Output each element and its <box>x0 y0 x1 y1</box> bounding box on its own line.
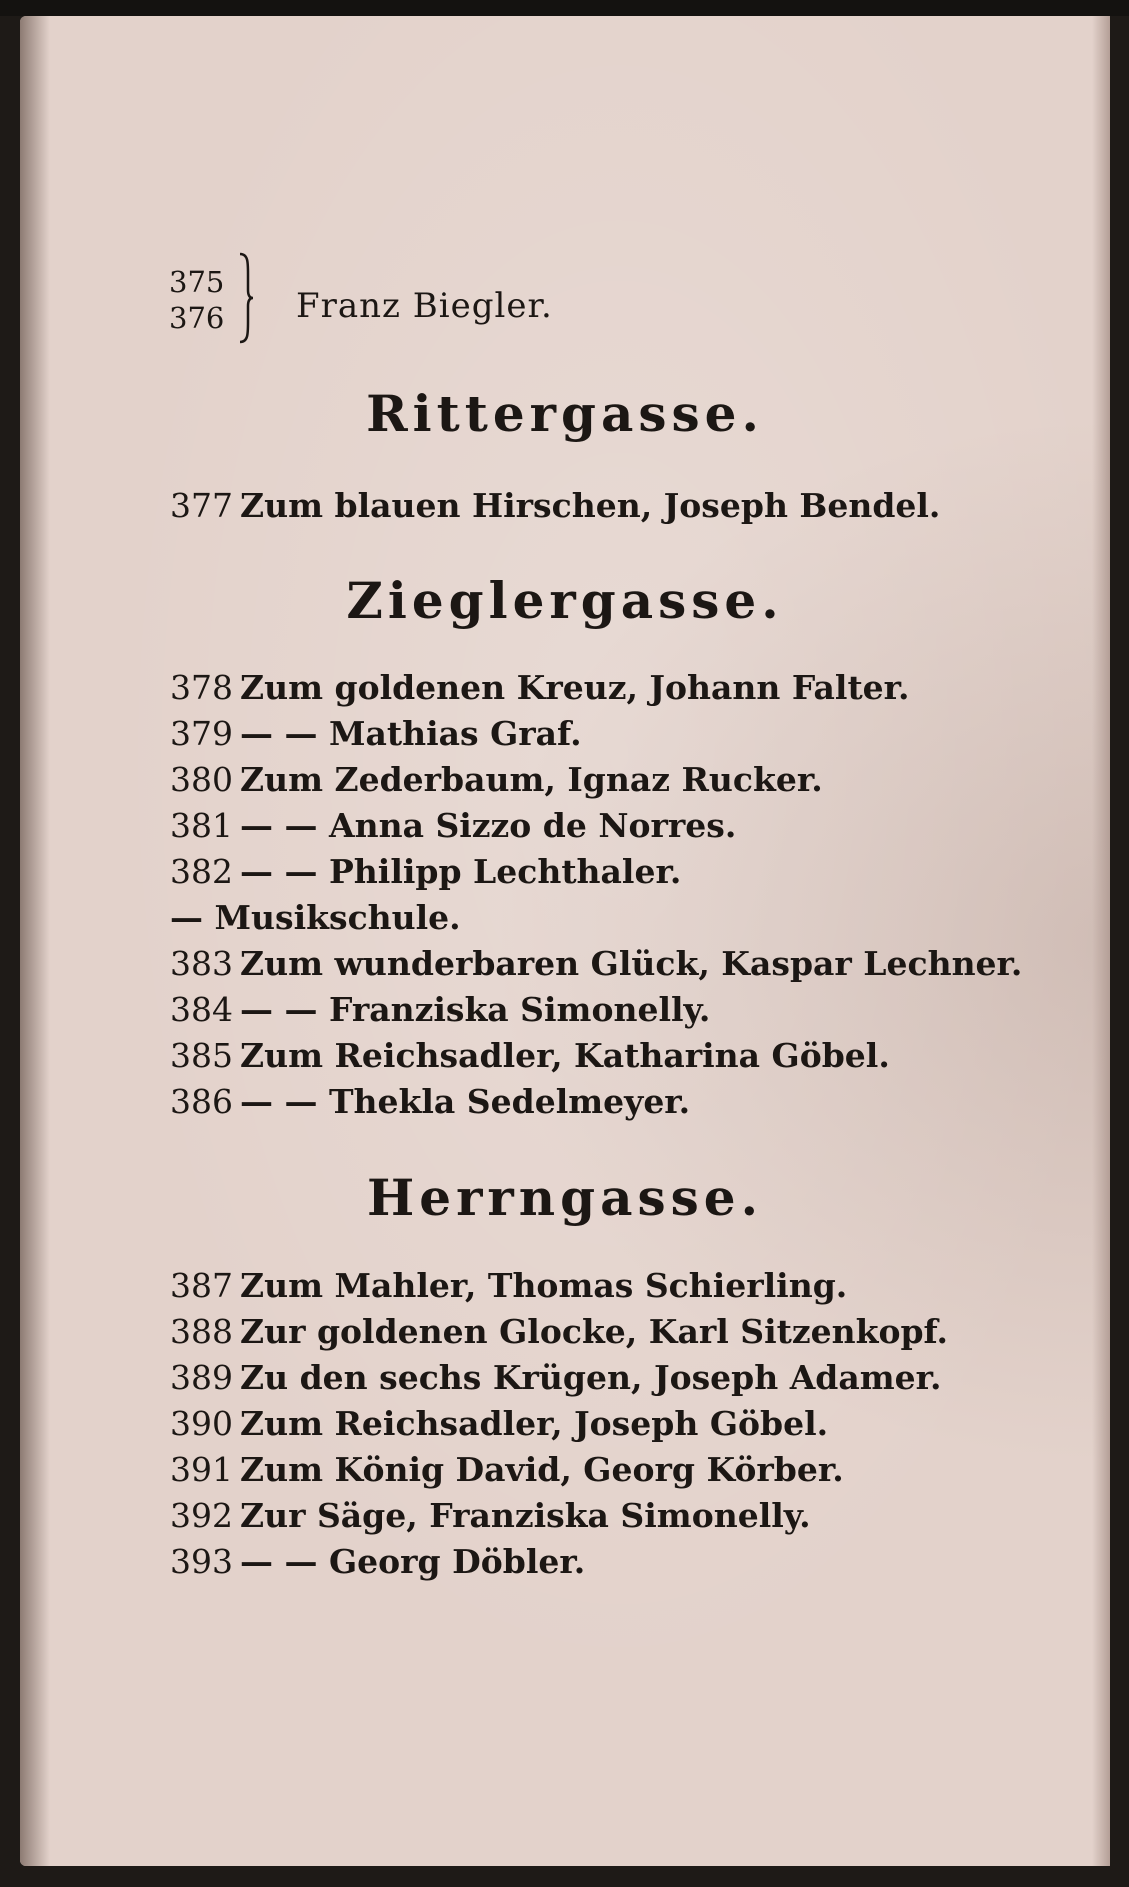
entry-text: Zu den sechs Krügen, Joseph Adamer. <box>240 1358 942 1397</box>
entry-number: 379 <box>170 714 233 753</box>
entry-number: 386 <box>170 1082 233 1121</box>
entry-number: 380 <box>170 760 233 799</box>
entry-text: Zum Reichsadler, Joseph Göbel. <box>240 1404 829 1443</box>
entry-row <box>170 1036 890 1075</box>
entry-text: Zur Säge, Franziska Simonelly. <box>240 1496 811 1535</box>
entry-row <box>170 1496 811 1535</box>
entry-row <box>170 760 823 799</box>
entry-row <box>170 486 940 525</box>
entry-number: 384 <box>170 990 233 1029</box>
house-number: 375 <box>169 265 225 299</box>
entry-text: Zum Mahler, Thomas Schierling. <box>240 1266 848 1305</box>
entry-row <box>170 1266 847 1305</box>
section-heading: Herrngasse. <box>367 1168 763 1227</box>
section-heading: Zieglergasse. <box>346 571 784 630</box>
entry-text: — — Georg Döbler. <box>240 1542 586 1581</box>
entry-text: — — Anna Sizzo de Norres. <box>240 806 737 845</box>
entry-text: Zum Reichsadler, Katharina Göbel. <box>240 1036 890 1075</box>
entry-text: — — Mathias Graf. <box>240 714 582 753</box>
entry-number: 383 <box>170 944 233 983</box>
entry-number: 388 <box>170 1312 233 1351</box>
section-heading: Rittergasse. <box>366 384 764 443</box>
entry-text: — Musikschule. <box>170 898 461 937</box>
entry-row <box>170 898 461 937</box>
entry-row <box>170 1404 828 1443</box>
house-number: 376 <box>169 301 225 335</box>
entry-row <box>170 714 582 753</box>
entry-row <box>170 668 910 707</box>
entry-number: 378 <box>170 668 233 707</box>
entry-row <box>170 806 736 845</box>
entry-text: — — Franziska Simonelly. <box>240 990 711 1029</box>
entry-row <box>170 990 710 1029</box>
entry-row <box>170 944 1022 983</box>
entry-number: 389 <box>170 1358 233 1397</box>
entry-row <box>170 1358 942 1397</box>
top-house-numbers <box>169 264 224 336</box>
entry-row <box>170 1312 948 1351</box>
entry-row <box>170 852 681 891</box>
entry-number: 382 <box>170 852 233 891</box>
entry-number: 393 <box>170 1542 233 1581</box>
entry-number: 390 <box>170 1404 233 1443</box>
entry-text: Zur goldenen Glocke, Karl Sitzenkopf. <box>240 1312 949 1351</box>
entry-number: 387 <box>170 1266 233 1305</box>
entry-text: — — Philipp Lechthaler. <box>240 852 682 891</box>
entry-row <box>170 1450 844 1489</box>
entry-text: Zum wunderbaren Glück, Kaspar Lechner. <box>240 944 1023 983</box>
owner-name: Franz Biegler. <box>296 286 553 326</box>
curly-brace-icon <box>236 252 254 344</box>
entry-text: Zum goldenen Kreuz, Johann Falter. <box>240 668 910 707</box>
entry-text: Zum König David, Georg Körber. <box>240 1450 844 1489</box>
entry-text: — — Thekla Sedelmeyer. <box>240 1082 691 1121</box>
spine-shadow <box>20 16 50 1866</box>
entry-number: 392 <box>170 1496 233 1535</box>
entry-row <box>170 1082 690 1121</box>
entry-number: 385 <box>170 1036 233 1075</box>
entry-number: 391 <box>170 1450 233 1489</box>
entry-number: 381 <box>170 806 233 845</box>
entry-number: 377 <box>170 486 233 525</box>
entry-text: Zum Zederbaum, Ignaz Rucker. <box>240 760 823 799</box>
book-page <box>20 16 1110 1866</box>
scan-top-edge <box>0 0 1129 16</box>
page-right-edge <box>1092 16 1110 1866</box>
entry-text: Zum blauen Hirschen, Joseph Bendel. <box>240 486 941 525</box>
entry-row <box>170 1542 585 1581</box>
